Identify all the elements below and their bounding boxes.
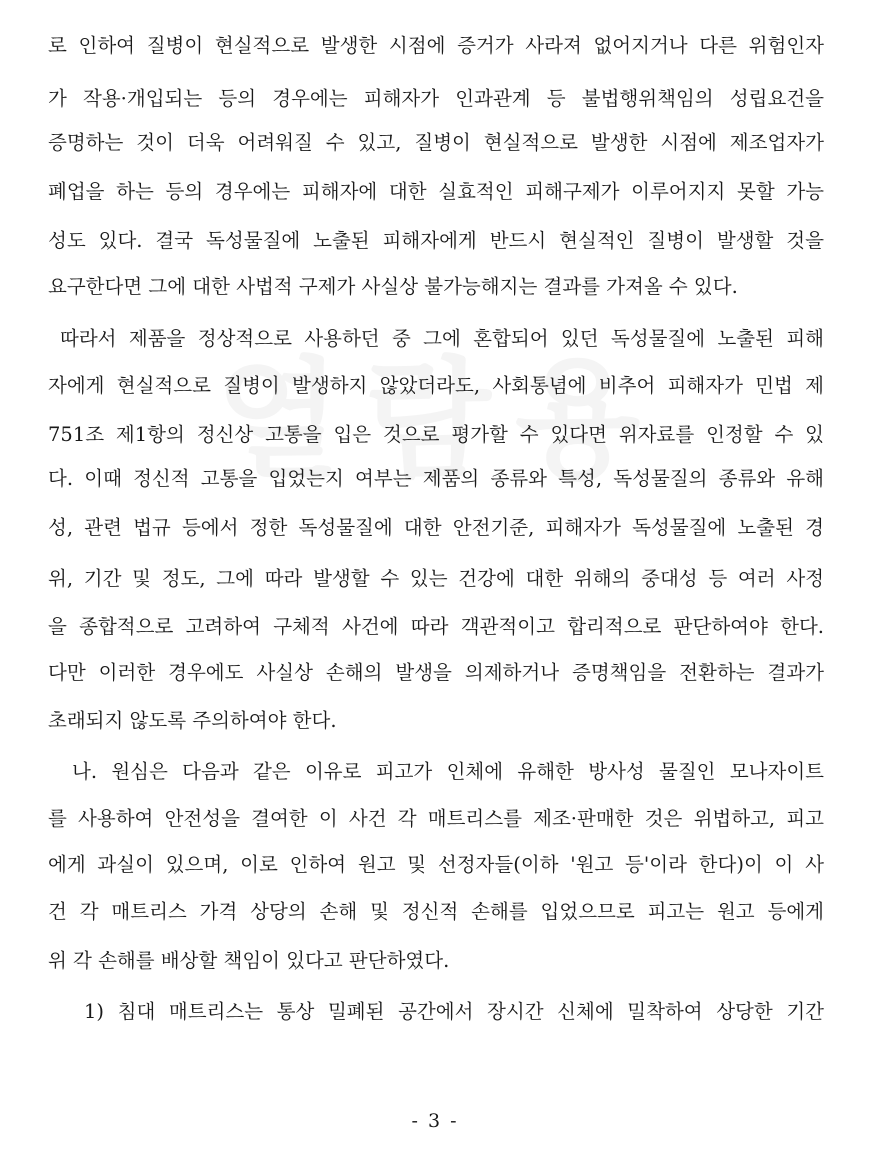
text-line: 폐업을 하는 등의 경우에는 피해자에 대한 실효적인 피해구제가 이루어지지 못할 가능 — [48, 180, 824, 203]
text-line: 위, 기간 및 정도, 그에 따라 발생할 수 있는 건강에 대한 위해의 중대성 등 여러 사정 — [48, 567, 824, 590]
text-line: 성, 관련 법규 등에서 정한 독성물질에 대한 안전기준, 피해자가 독성물질에 노출된 경 — [48, 516, 824, 539]
text-line: 로 인하여 질병이 현실적으로 발생한 시점에 증거가 사라져 없어지거나 다른 위험인자 — [48, 34, 824, 57]
text-line: 요구한다면 그에 대한 사법적 구제가 사실상 불가능해지는 결과를 가져올 수 있다. — [48, 275, 738, 298]
text-line: 가 작용·개입되는 등의 경우에는 피해자가 인과관계 등 불법행위책임의 성립요건을 — [48, 87, 824, 110]
text-line: 에게 과실이 있으며, 이로 인하여 원고 및 선정자들(이하 '원고 등'이라 한다)이 이 사 — [48, 853, 824, 876]
text-line: 1) 침대 매트리스는 통상 밀폐된 공간에서 장시간 신체에 밀착하여 상당한 기간 — [84, 1000, 824, 1023]
text-line: 건 각 매트리스 가격 상당의 손해 및 정신적 손해를 입었으므로 피고는 원고 등에게 — [48, 900, 824, 923]
text-line: 증명하는 것이 더욱 어려워질 수 있고, 질병이 현실적으로 발생한 시점에 제조업자가 — [48, 131, 824, 154]
text-line: 를 사용하여 안전성을 결여한 이 사건 각 매트리스를 제조·판매한 것은 위법하고, 피고 — [48, 807, 824, 830]
text-line: 위 각 손해를 배상할 책임이 있다고 판단하였다. — [48, 949, 450, 972]
text-line: 을 종합적으로 고려하여 구체적 사건에 따라 객관적이고 합리적으로 판단하여야 한다. — [48, 615, 824, 638]
text-line: 자에게 현실적으로 질병이 발생하지 않았더라도, 사회통념에 비추어 피해자가 민법 제 — [48, 374, 824, 397]
text-line: 다만 이러한 경우에도 사실상 손해의 발생을 의제하거나 증명책임을 전환하는 결과가 — [48, 661, 824, 684]
text-line: 따라서 제품을 정상적으로 사용하던 중 그에 혼합되어 있던 독성물질에 노출된 피해 — [60, 327, 824, 350]
text-line: 다. 이때 정신적 고통을 입었는지 여부는 제품의 종류와 특성, 독성물질의 종류와 유해 — [48, 467, 824, 490]
page-number: - 3 - — [411, 1110, 459, 1132]
text-line: 성도 있다. 결국 독성물질에 노출된 피해자에게 반드시 현실적인 질병이 발생할 것을 — [48, 229, 824, 252]
text-line: 초래되지 않도록 주의하여야 한다. — [48, 709, 337, 732]
text-line: 나. 원심은 다음과 같은 이유로 피고가 인체에 유해한 방사성 물질인 모나자이트 — [72, 760, 824, 783]
text-line: 751조 제1항의 정신상 고통을 입은 것으로 평가할 수 있다면 위자료를 인정할 수 있 — [48, 423, 824, 446]
